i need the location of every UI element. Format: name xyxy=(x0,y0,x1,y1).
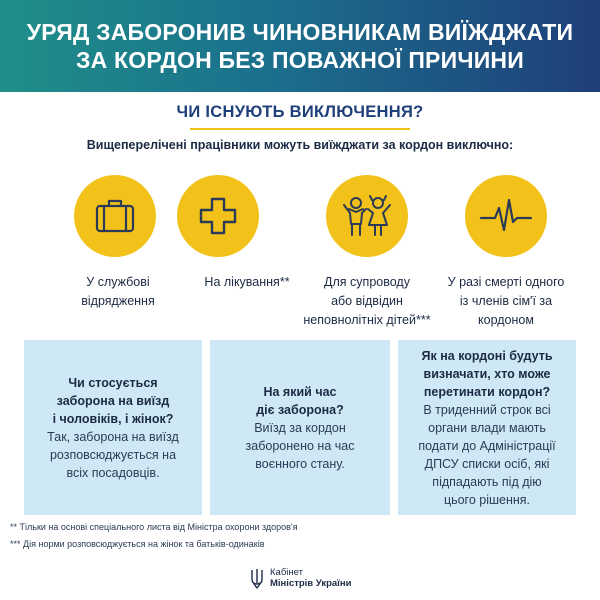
faq-question: Як на кордоні будуть визначати, хто може перетинати кордон? xyxy=(421,348,553,399)
faq-answer: В триденний строк всі органи влади мають подати до Адміністрації ДПСУ списки осіб, які підпадають під дію цього рішення. xyxy=(418,402,556,507)
icon-circle xyxy=(177,175,259,257)
logo-text: Кабінет Міністрів України xyxy=(270,567,352,589)
footnotes xyxy=(10,519,298,553)
icon-circle xyxy=(74,175,156,257)
faq-box-gender xyxy=(24,340,202,515)
exception-family-death xyxy=(436,175,576,330)
cabinet-logo xyxy=(250,567,351,589)
faq-boxes xyxy=(24,340,576,515)
trident-icon xyxy=(250,567,264,589)
subtitle-underline xyxy=(190,128,410,130)
header-banner xyxy=(0,0,600,92)
icon-circle xyxy=(326,175,408,257)
medical-cross-icon xyxy=(193,191,243,241)
faq-question: На який час діє заборона? xyxy=(256,384,344,417)
title-line-2: ЗА КОРДОН БЕЗ ПОВАЖНОЇ ПРИЧИНИ xyxy=(76,47,524,73)
exception-treatment xyxy=(177,175,317,292)
exception-business-trip xyxy=(48,175,188,311)
footnote-1: ** Тільки на основі спеціального листа від Міністра охорони здоров'я xyxy=(10,522,298,532)
children-icon xyxy=(340,191,394,241)
exception-label: На лікування** xyxy=(204,275,290,289)
intro-text: Вищеперелічені працівники можуть виїжджати за кордон виключно: xyxy=(86,138,514,152)
faq-box-border-check xyxy=(398,340,576,515)
faq-question: Чи стосується заборона на виїзд і чоловіків, і жінок? xyxy=(52,375,174,426)
exception-label: У разі смерті одного із членів сім'ї за кордоном xyxy=(447,275,565,327)
faq-answer: Так, заборона на виїзд розповсюджується на всіх посадовців. xyxy=(47,429,179,480)
faq-box-duration xyxy=(210,340,390,515)
exceptions-row xyxy=(0,175,600,335)
exception-label: У службові відрядження xyxy=(81,275,155,308)
section-subtitle: ЧИ ІСНУЮТЬ ВИКЛЮЧЕННЯ? xyxy=(176,103,424,121)
icon-circle xyxy=(465,175,547,257)
title-line-1: УРЯД ЗАБОРОНИВ ЧИНОВНИКАМ ВИЇЖДЖАТИ xyxy=(26,19,574,45)
footnote-2: *** Дія норми розповсюджується на жінок та батьків-одинаків xyxy=(10,539,265,549)
exception-children xyxy=(297,175,437,330)
suitcase-icon xyxy=(90,191,140,241)
heartbeat-icon xyxy=(479,196,533,236)
faq-answer: Виїзд за кордон заборонено на час воєнного стану. xyxy=(245,420,355,471)
exception-label: Для супроводу або відвідин неповнолітніх дітей*** xyxy=(303,275,431,327)
